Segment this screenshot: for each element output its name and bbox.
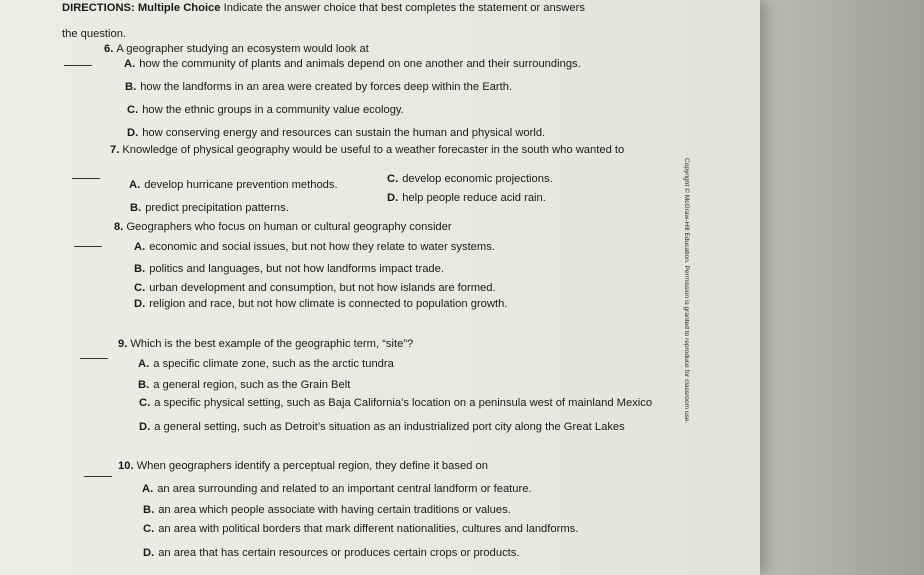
option-8d (134, 297, 507, 311)
option-6b (125, 80, 512, 94)
directions-text-2: the question. (62, 28, 127, 40)
option-letter: A. (129, 179, 141, 191)
option-9d (139, 420, 625, 434)
option-text: a specific physical setting, such as Baja California’s location on a peninsula west of mainland Mexico (154, 397, 653, 409)
question-7-stem (110, 143, 624, 157)
question-9-stem (118, 337, 413, 351)
option-letter: D. (134, 298, 146, 310)
option-text: predict precipitation patterns. (145, 202, 289, 214)
option-letter: D. (127, 127, 139, 139)
option-text: an area which people associate with having certain traditions or values. (158, 504, 511, 516)
option-letter: D. (143, 547, 155, 559)
question-6-stem (104, 42, 369, 56)
option-letter: C. (387, 173, 399, 185)
option-text: a general setting, such as Detroit’s situation as an industrialized port city along the Great Lakes (154, 421, 625, 433)
question-number: 9. (118, 338, 128, 350)
question-text: A geographer studying an ecosystem would look at (116, 43, 369, 55)
option-letter: A. (124, 58, 136, 70)
option-6c (127, 103, 404, 117)
answer-blank-10[interactable] (84, 476, 112, 477)
option-6a (124, 57, 581, 71)
answer-blank-7[interactable] (72, 178, 100, 179)
option-text: how the ethnic groups in a community value ecology. (142, 104, 404, 116)
option-6d (127, 126, 545, 140)
option-7c (387, 172, 553, 186)
option-letter: B. (143, 504, 155, 516)
directions-label: DIRECTIONS: (62, 2, 135, 14)
option-text: politics and languages, but not how landforms impact trade. (149, 263, 444, 275)
option-letter: C. (139, 397, 151, 409)
directions-type: Multiple Choice (137, 2, 221, 14)
option-text: an area that has certain resources or produces certain crops or products. (158, 547, 520, 559)
option-letter: C. (127, 104, 139, 116)
option-letter: B. (125, 81, 137, 93)
option-10d (143, 546, 519, 560)
option-10b (143, 503, 511, 517)
option-letter: D. (387, 192, 399, 204)
option-letter: A. (138, 358, 150, 370)
option-8c (134, 281, 496, 295)
question-number: 7. (110, 144, 120, 156)
option-9a (138, 357, 394, 371)
option-text: an area with political borders that mark different nationalities, cultures and landforms. (158, 523, 579, 535)
question-text: Geographers who focus on human or cultural geography consider (126, 221, 452, 233)
copyright-notice: Copyright © McGraw-Hill Education. Permission is granted to reproduce for classroom use. (683, 158, 690, 424)
question-text: Which is the best example of the geographic term, “site”? (130, 338, 414, 350)
option-text: economic and social issues, but not how they relate to water systems. (149, 241, 495, 253)
option-letter: B. (130, 202, 142, 214)
option-text: how conserving energy and resources can sustain the human and physical world. (142, 127, 546, 139)
option-10c (143, 522, 578, 536)
question-number: 8. (114, 221, 124, 233)
answer-blank-9[interactable] (80, 358, 108, 359)
option-9b (138, 378, 350, 392)
option-text: how the community of plants and animals depend on one another and their surroundings. (139, 58, 581, 70)
option-text: an area surrounding and related to an important central landform or feature. (157, 483, 532, 495)
answer-blank-8[interactable] (74, 246, 102, 247)
option-letter: A. (142, 483, 154, 495)
option-text: help people reduce acid rain. (402, 192, 546, 204)
option-text: a general region, such as the Grain Belt (153, 379, 351, 391)
option-9c (139, 396, 652, 410)
option-letter: C. (134, 282, 146, 294)
option-text: urban development and consumption, but not how islands are formed. (149, 282, 496, 294)
option-8a (134, 240, 495, 254)
option-text: religion and race, but not how climate is connected to population growth. (149, 298, 508, 310)
option-8b (134, 262, 444, 276)
directions-line (62, 1, 585, 15)
answer-blank-6[interactable] (64, 65, 92, 66)
directions-text: Indicate the answer choice that best completes the statement or answers (223, 2, 585, 14)
option-text: develop economic projections. (402, 173, 553, 185)
question-text: When geographers identify a perceptual region, they define it based on (136, 460, 488, 472)
option-letter: D. (139, 421, 151, 433)
option-letter: B. (134, 263, 146, 275)
option-text: develop hurricane prevention methods. (144, 179, 338, 191)
question-8-stem (114, 220, 452, 234)
option-letter: B. (138, 379, 150, 391)
option-letter: C. (143, 523, 155, 535)
option-7a (129, 178, 338, 192)
option-10a (142, 482, 532, 496)
option-7d (387, 191, 546, 205)
question-10-stem (118, 459, 488, 473)
question-text: Knowledge of physical geography would be useful to a weather forecaster in the south who wanted to (122, 144, 625, 156)
option-7b (130, 201, 289, 215)
question-number: 10. (118, 460, 134, 472)
option-letter: A. (134, 241, 146, 253)
question-number: 6. (104, 43, 114, 55)
option-text: a specific climate zone, such as the arctic tundra (153, 358, 394, 370)
option-text: how the landforms in an area were created by forces deep within the Earth. (140, 81, 513, 93)
